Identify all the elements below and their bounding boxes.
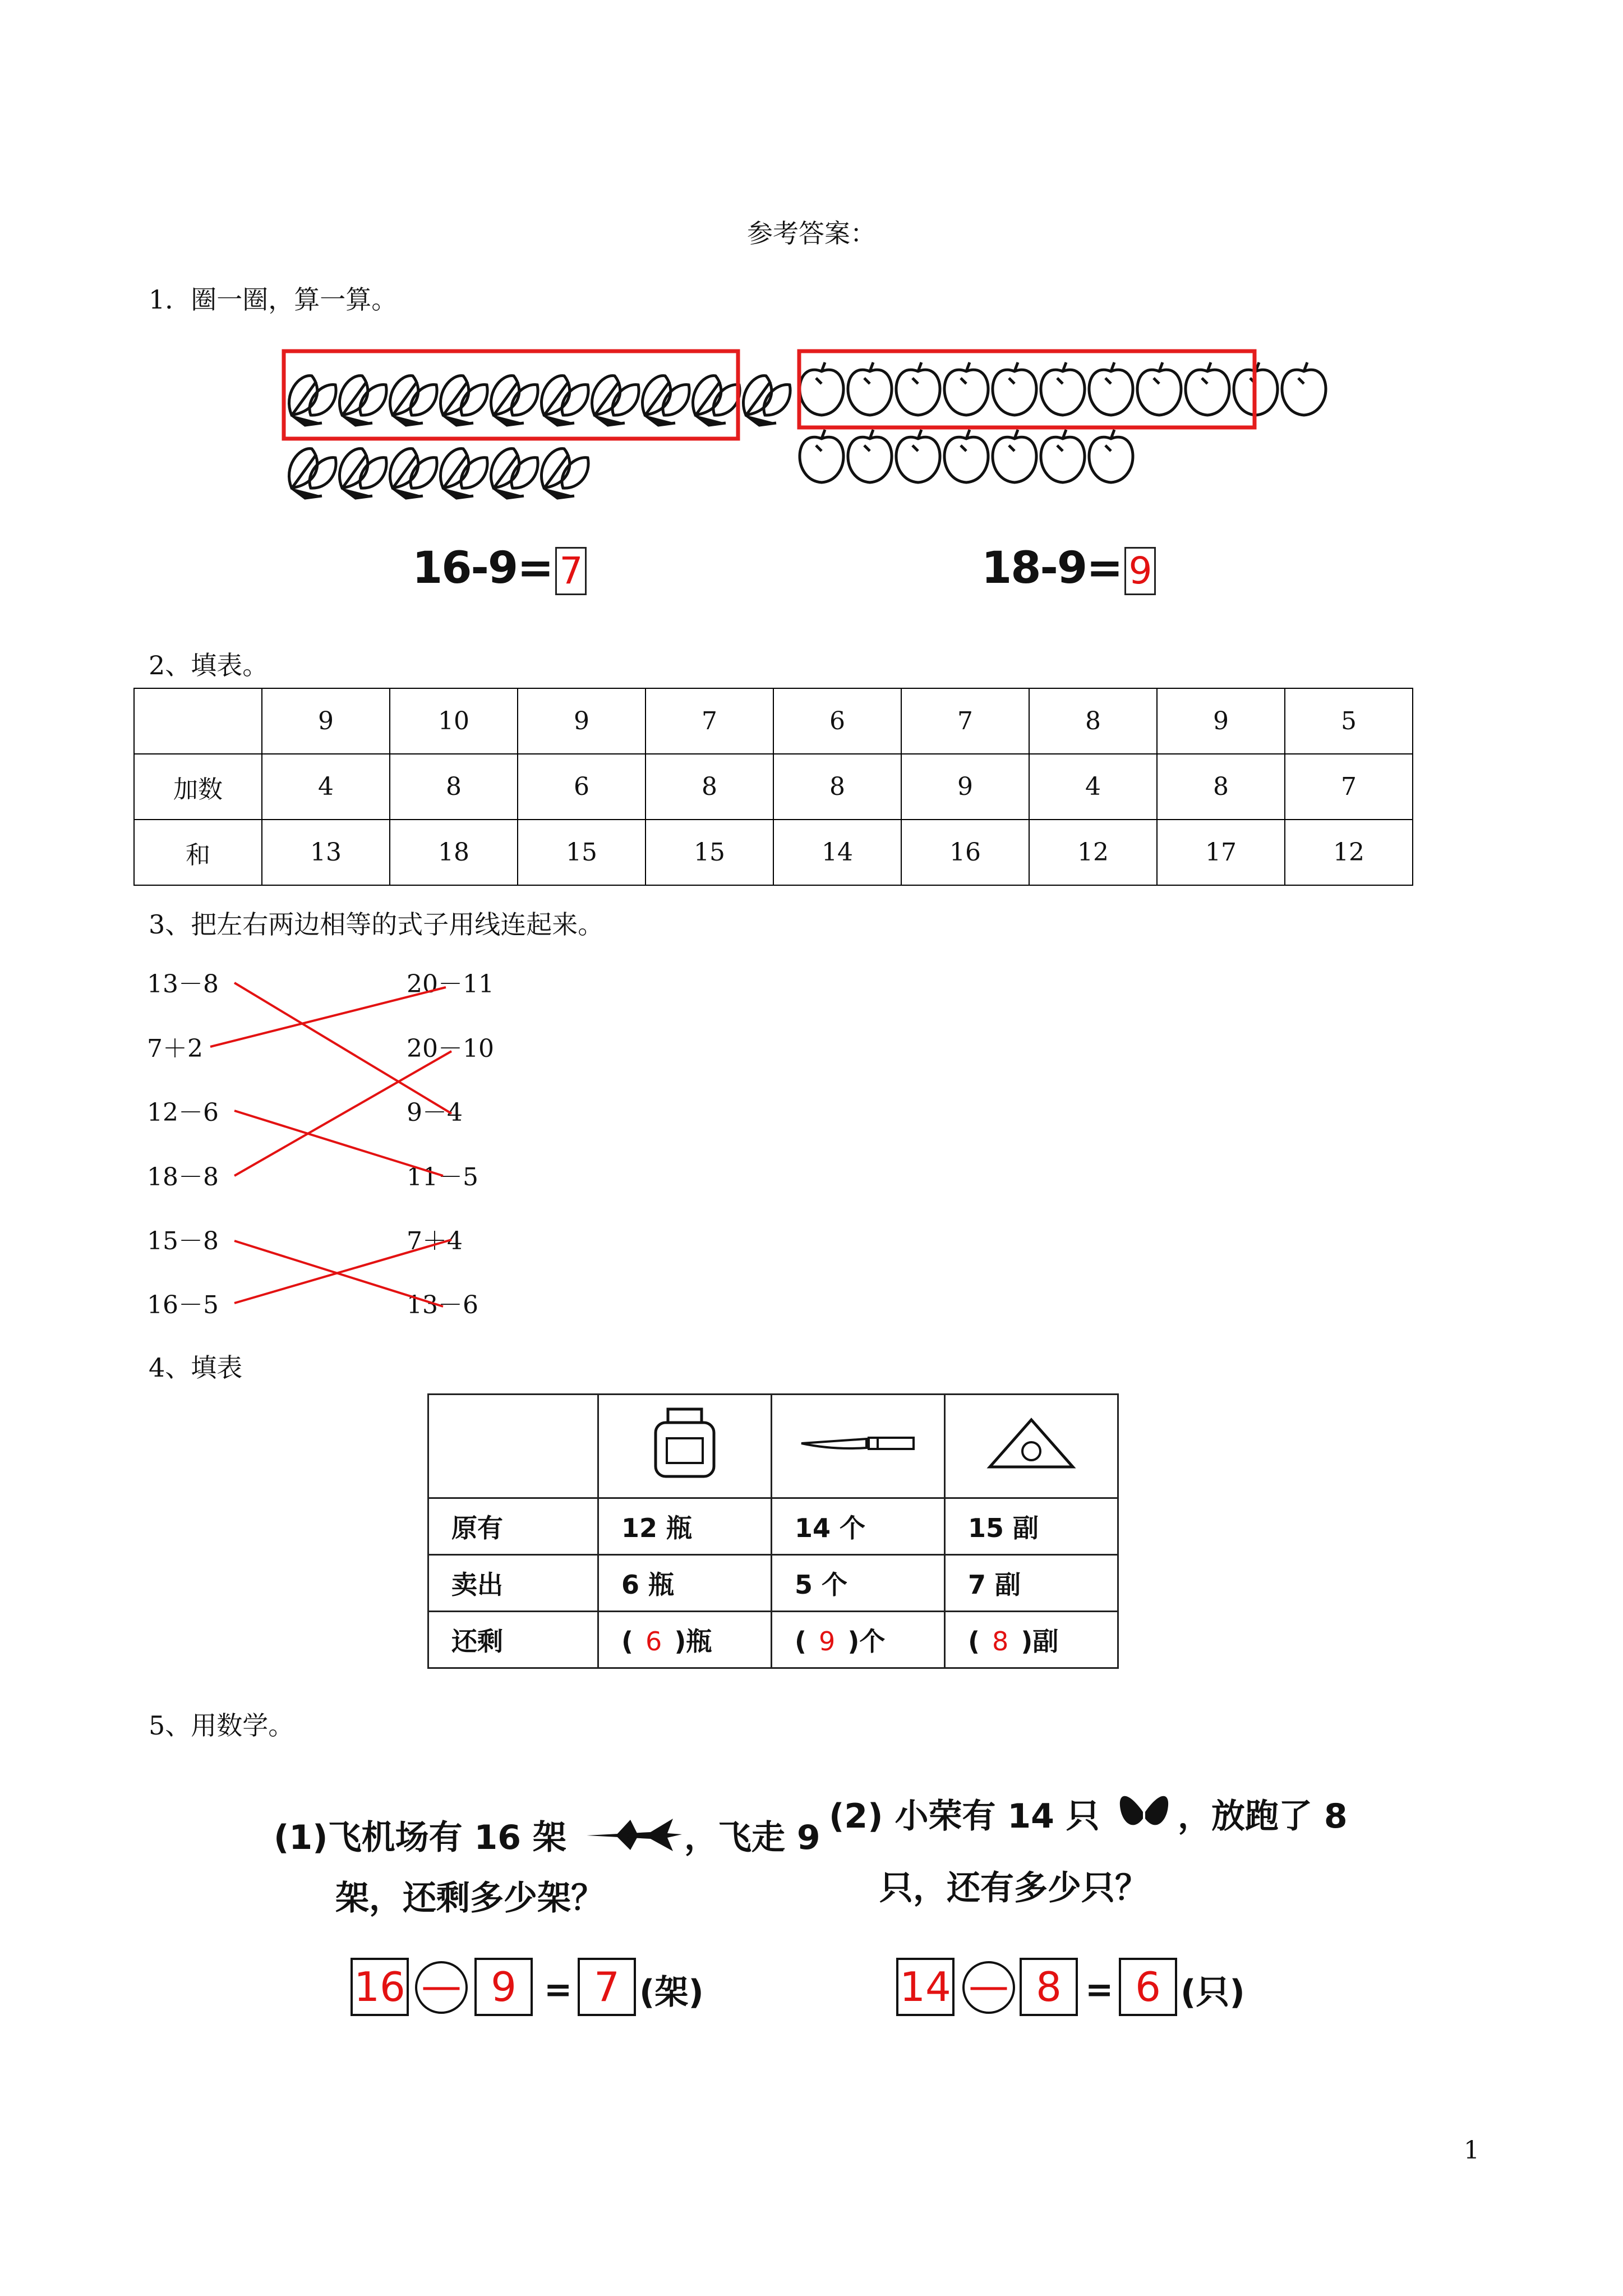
table-cell: 5 个 bbox=[772, 1555, 945, 1612]
q5-p1-result: 7 bbox=[578, 1958, 636, 2016]
table-cell: 8 bbox=[1157, 754, 1285, 820]
q5-heading: 5、用数学。 bbox=[149, 1710, 294, 1741]
table-cell: 7 bbox=[645, 688, 773, 754]
q5-p1-box-1: 16 bbox=[351, 1958, 409, 2016]
match-line bbox=[234, 1240, 451, 1303]
q2-heading: 2、填表。 bbox=[149, 650, 269, 680]
table-cell: 6 bbox=[773, 688, 901, 754]
table-cell: 15 副 bbox=[945, 1498, 1118, 1555]
table-cell: 6 bbox=[518, 754, 645, 820]
table-cell: 10 bbox=[390, 688, 518, 754]
table-row bbox=[428, 1555, 1118, 1612]
table-cell: 12 bbox=[1029, 820, 1157, 885]
q3-left-2: 12－6 bbox=[147, 1098, 219, 1127]
butterfly-icon bbox=[1116, 1787, 1172, 1838]
match-line bbox=[234, 1111, 443, 1176]
table-cell: 6 瓶 bbox=[598, 1555, 772, 1612]
table-cell: 15 bbox=[518, 820, 645, 885]
match-line bbox=[234, 1051, 451, 1176]
q4-table bbox=[427, 1393, 1119, 1669]
page-title: 参考答案： bbox=[747, 218, 876, 249]
q1-left-answer: 7 bbox=[555, 547, 587, 595]
table-cell: 9 bbox=[518, 688, 645, 754]
q3-left-3: 18－8 bbox=[147, 1163, 219, 1191]
triangle-ruler-icon bbox=[986, 1415, 1076, 1471]
table-cell: ( 8 )副 bbox=[945, 1612, 1118, 1668]
table-row-label: 卖出 bbox=[428, 1555, 598, 1612]
table-cell: 4 bbox=[262, 754, 390, 820]
table-row-label: 原有 bbox=[428, 1498, 598, 1555]
page-number: 1 bbox=[1464, 2136, 1479, 2165]
q5-p1-unit: (架) bbox=[639, 1973, 704, 2012]
match-line bbox=[234, 983, 451, 1114]
table-row bbox=[428, 1612, 1118, 1668]
knife-cell bbox=[772, 1395, 945, 1498]
table-cell: 4 bbox=[1029, 754, 1157, 820]
table-cell: 17 bbox=[1157, 820, 1285, 885]
table-cell: 12 瓶 bbox=[598, 1498, 772, 1555]
table-row bbox=[428, 1498, 1118, 1555]
answer-value: 9 bbox=[819, 1626, 836, 1657]
table-cell: 5 bbox=[1285, 688, 1413, 754]
table-cell: ( 9 )个 bbox=[772, 1612, 945, 1668]
table-cell: 13 bbox=[262, 820, 390, 885]
table-cell: 7 bbox=[1285, 754, 1413, 820]
answer-value: 8 bbox=[992, 1626, 1009, 1657]
table-cell: ( 6 )瓶 bbox=[598, 1612, 772, 1668]
answer-value: 6 bbox=[645, 1626, 662, 1657]
table-cell: 9 bbox=[262, 688, 390, 754]
table-row-label: 和 bbox=[134, 820, 262, 885]
q5-p1-operator: — bbox=[415, 1961, 468, 2014]
q3-left-1: 7＋2 bbox=[147, 1034, 203, 1063]
q3-heading: 3、把左右两边相等的式子用线连起来。 bbox=[149, 909, 604, 940]
table-cell: 8 bbox=[1029, 688, 1157, 754]
table-cell bbox=[428, 1395, 598, 1498]
q5-p2-text-a: (2) 小荣有 14 只 bbox=[829, 1797, 1100, 1836]
airplane-icon bbox=[583, 1815, 684, 1855]
q3-left-5: 16－5 bbox=[147, 1291, 219, 1319]
table-cell: 7 副 bbox=[945, 1555, 1118, 1612]
q3-left-4: 15－8 bbox=[147, 1227, 219, 1255]
q5-p1-question: 架，还剩多少架？ bbox=[335, 1879, 605, 1918]
match-line bbox=[210, 987, 446, 1047]
q5-p2-result: 6 bbox=[1119, 1958, 1177, 2016]
q1-left-equation: 16-9= 7 bbox=[412, 543, 587, 595]
q3-right-5: 13－6 bbox=[407, 1291, 478, 1319]
q5-p1-text-b: ，飞走 9 bbox=[684, 1818, 820, 1857]
q3-right-2: 9－4 bbox=[407, 1098, 463, 1127]
q3-right-1: 20－10 bbox=[407, 1034, 494, 1063]
table-cell: 15 bbox=[645, 820, 773, 885]
table-cell: 7 bbox=[901, 688, 1029, 754]
q5-p1-text-a: (1)飞机场有 16 架 bbox=[274, 1818, 566, 1857]
q5-p1-box-2: 9 bbox=[474, 1958, 533, 2016]
table-cell: 18 bbox=[390, 820, 518, 885]
table-cell: 12 bbox=[1285, 820, 1413, 885]
q5-p2-operator: — bbox=[962, 1961, 1015, 2014]
table-row-label: 加数 bbox=[134, 754, 262, 820]
q3-right-3: 11－5 bbox=[407, 1163, 478, 1191]
table-cell: 8 bbox=[645, 754, 773, 820]
triangle-ruler-cell bbox=[945, 1395, 1118, 1498]
q4-heading: 4、填表 bbox=[149, 1352, 243, 1383]
table-cell: 14 个 bbox=[772, 1498, 945, 1555]
q5-p2-question: 只，还有多少只？ bbox=[879, 1869, 1149, 1908]
knife-icon bbox=[799, 1427, 917, 1460]
q5-p2-text-b: ，放跑了 8 bbox=[1178, 1797, 1348, 1836]
table-row bbox=[428, 1395, 1118, 1498]
table-row-label: 还剩 bbox=[428, 1612, 598, 1668]
equals-sign: = bbox=[544, 1970, 573, 2009]
q3-left-0: 13－8 bbox=[147, 970, 219, 999]
q5-p2-box-1: 14 bbox=[896, 1958, 955, 2016]
table-cell: 8 bbox=[390, 754, 518, 820]
q1-heading: 1．圈一圈，算一算。 bbox=[149, 284, 398, 315]
q3-right-4: 7＋4 bbox=[407, 1227, 463, 1255]
q1-right-answer: 9 bbox=[1124, 547, 1156, 595]
q5-p2-unit: (只) bbox=[1181, 1973, 1245, 2012]
table-cell: 9 bbox=[901, 754, 1029, 820]
equals-sign: = bbox=[1085, 1970, 1114, 2009]
table-cell: 8 bbox=[773, 754, 901, 820]
q3-right-0: 20－11 bbox=[407, 970, 494, 999]
ink-bottle-icon bbox=[651, 1407, 718, 1480]
q5-p2-box-2: 8 bbox=[1020, 1958, 1078, 2016]
q1-right-equation: 18-9= 9 bbox=[981, 543, 1156, 595]
table-cell: 16 bbox=[901, 820, 1029, 885]
ink-bottle-cell bbox=[598, 1395, 772, 1498]
table-cell: 14 bbox=[773, 820, 901, 885]
table-cell: 9 bbox=[1157, 688, 1285, 754]
